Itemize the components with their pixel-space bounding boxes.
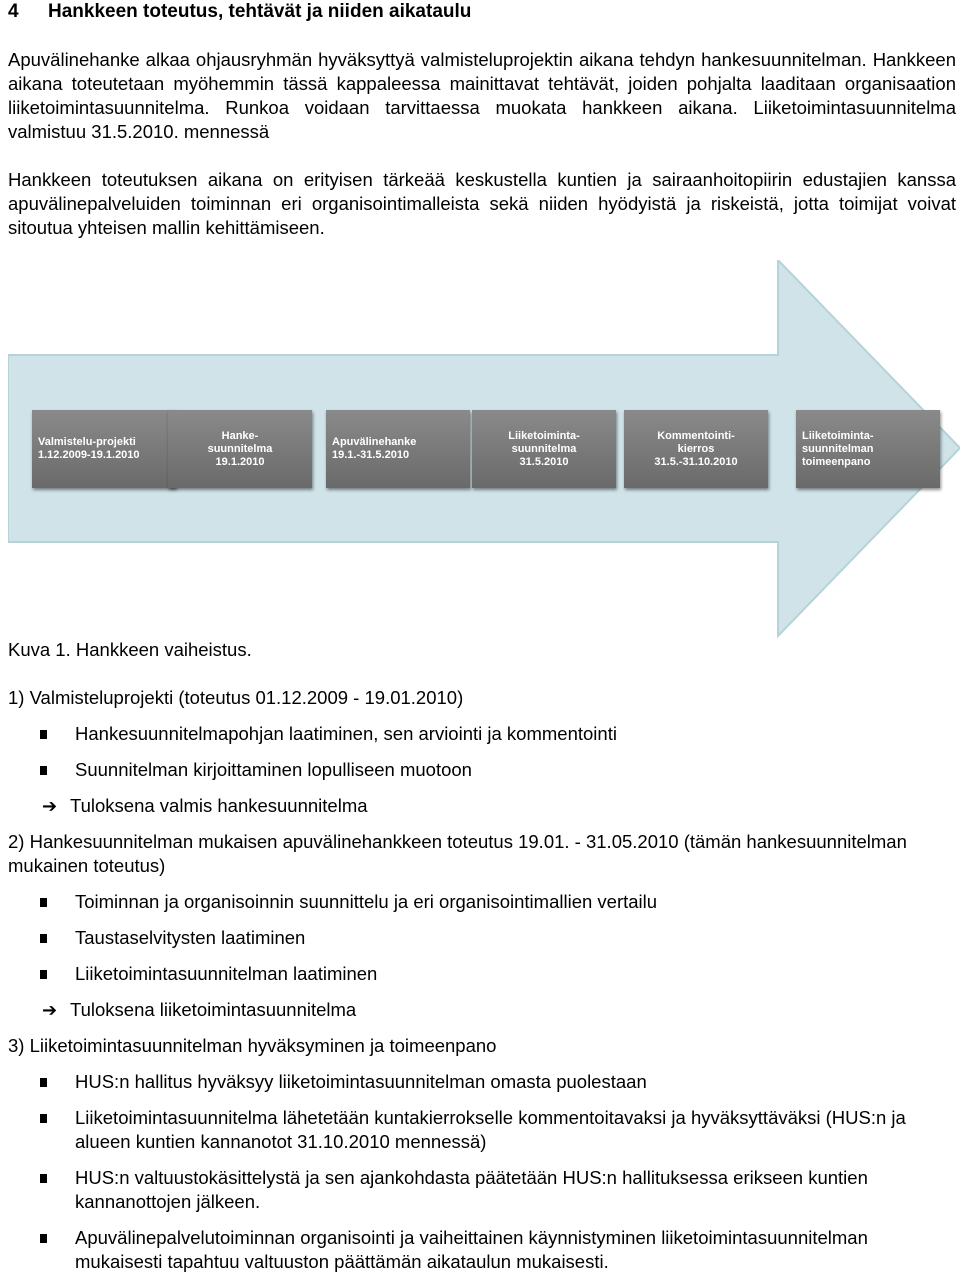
step-1-result: ➔ Tuloksena valmis hankesuunnitelma	[42, 795, 368, 816]
step-3-title: 3) Liiketoimintasuunnitelman hyväksyminen ja toimeenpano	[8, 1035, 497, 1056]
stage-hankesuunnitelma: Hanke- suunnitelma 19.1.2010	[168, 410, 312, 488]
bullet-square-icon	[40, 766, 47, 775]
intro-paragraph: Apuvälinehanke alkaa ohjausryhmän hyväksyttyä valmisteluprojektin aikana tehdyn hankesuunnitelman. Hankkeen aikana toteutetaan myöhemmin tässä kappaleessa mainittavat tehtävät, joiden pohjalta laaditaan organisaation liiketoimintasuunnitelma. Runkoa voidaan tarvittaessa muokata hankkeen aikana. Liiketoimintasuunnitelma valmistuu 31.5.2010. mennessä	[8, 49, 956, 142]
figure-caption: Kuva 1. Hankkeen vaiheistus.	[8, 639, 252, 660]
phase-diagram	[8, 260, 960, 640]
bullet-square-icon	[40, 730, 47, 739]
bullet-square-icon	[40, 1174, 47, 1183]
step-1-title: 1) Valmisteluprojekti (toteutus 01.12.2009 - 19.01.2010)	[8, 687, 464, 708]
stage-liiketoimintasuunnitelma: Liiketoiminta- suunnitelma 31.5.2010	[472, 410, 616, 488]
section-heading	[8, 0, 471, 24]
bullet-square-icon	[40, 1078, 47, 1087]
bullet-square-icon	[40, 1114, 47, 1123]
section-number: 4	[8, 1, 19, 22]
section-title: Hankkeen toteutus, tehtävät ja niiden aikataulu	[48, 1, 472, 22]
stage-toimeenpano: Liiketoiminta- suunnitelman toimeenpano	[796, 410, 940, 488]
step-2-result: ➔ Tuloksena liiketoimintasuunnitelma	[42, 999, 357, 1020]
stage-apuvalinehanke: Apuvälinehanke 19.1.-31.5.2010	[326, 410, 470, 488]
arrow-right-icon: ➔	[42, 796, 58, 816]
bullet-square-icon	[40, 934, 47, 943]
discussion-paragraph: Hankkeen toteutuksen aikana on erityisen tärkeää keskustella kuntien ja sairaanhoitopiirin edustajien kanssa apuvälinepalveluiden toiminnan eri organisointimalleista sekä niiden hyödyistä ja riskeistä, jotta toimijat voivat sitoutua yhteisen mallin kehittämiseen.	[8, 169, 956, 238]
stage-valmisteluprojekti: Valmistelu-projekti 1.12.2009-19.1.2010	[32, 410, 176, 488]
bullet-square-icon	[40, 970, 47, 979]
step-2-title: 2) Hankesuunnitelman mukaisen apuvälinehankkeen toteutus 19.01. - 31.05.2010 (tämän hankesuunnitelman mukainen toteutus)	[8, 831, 907, 876]
bullet-square-icon	[40, 1234, 47, 1243]
stage-kommentointikierros: Kommentointi- kierros 31.5.-31.10.2010	[624, 410, 768, 488]
bullet-square-icon	[40, 898, 47, 907]
arrow-right-icon: ➔	[42, 1000, 58, 1020]
